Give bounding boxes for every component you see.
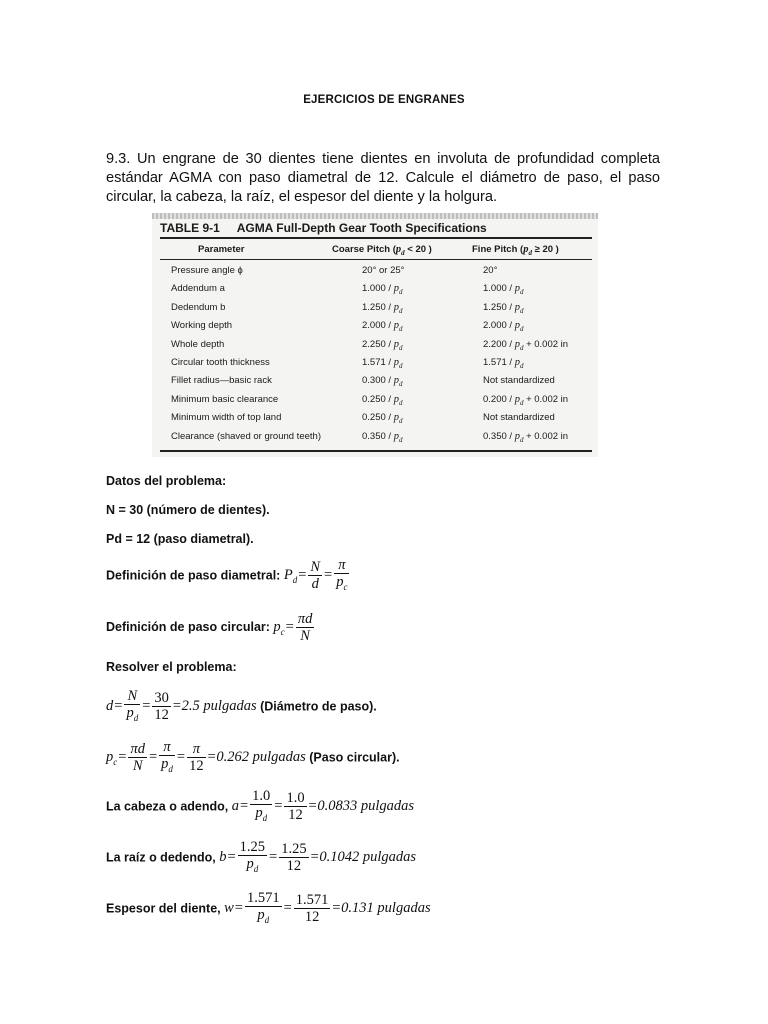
eq-circular-pitch: $p_c=$ $\frac{\pi d}{N}$ = $\frac{\pi}{p_d}$ = $\frac{\pi}{12}$ =0.262 pulgadas (Paso circular). xyxy=(106,739,400,775)
header-fine-pitch: Fine Pitch ($p_d \ge 20$ ) xyxy=(472,244,559,258)
table-row xyxy=(152,431,598,449)
table-cell-parameter: Minimum basic clearance xyxy=(171,393,279,405)
pc-result: =0.262 pulgadas xyxy=(206,749,306,766)
table-row xyxy=(152,339,598,357)
table-bottom-rule xyxy=(160,450,592,452)
d-result: =2.5 pulgadas xyxy=(171,698,257,715)
table-cell-fine: $0.200 / p_d + 0.002$ in xyxy=(483,393,569,407)
dedendum-label: La raíz o dedendo, xyxy=(106,850,220,865)
def-diametral-label: Definición de paso diametral: xyxy=(106,568,284,583)
table-cell-coarse: $2.250 / p_d$ xyxy=(362,338,403,352)
table-cell-coarse: 20° or 25° xyxy=(362,265,405,276)
table-cell-fine: $1.000 / p_d$ xyxy=(483,283,524,297)
b-result: =0.1042 pulgadas xyxy=(309,849,417,866)
table-cell-coarse: $1.250 / p_d$ xyxy=(362,301,403,315)
table-cell-coarse: $1.000 / p_d$ xyxy=(362,283,403,297)
table-cell-fine: Not standardized xyxy=(483,375,555,387)
solve-heading: Resolver el problema: xyxy=(106,660,237,674)
table-cell-coarse: $0.300 / p_d$ xyxy=(362,375,403,389)
header-coarse-suffix: < 20 ) xyxy=(404,244,432,255)
table-row xyxy=(152,357,598,375)
header-parameter: Parameter xyxy=(198,244,245,255)
table-row xyxy=(152,412,598,430)
header-coarse-pitch: Coarse Pitch ($p_d < 20$ ) xyxy=(332,244,432,258)
table-header-rule xyxy=(160,259,592,260)
given-n: N = 30 (número de dientes). xyxy=(106,503,270,517)
table-cell-coarse: $1.571 / p_d$ xyxy=(362,357,403,371)
table-cell-fine: Not standardized xyxy=(483,412,555,424)
def-diametral-formula: $P_d=$ $\frac{N}{d}$ = $\frac{\pi}{p_c}$ xyxy=(283,557,348,593)
table-cell-fine: $1.250 / p_d$ xyxy=(483,301,524,315)
given-heading: Datos del problema: xyxy=(106,474,227,488)
table-caption xyxy=(160,221,487,235)
table-cell-coarse: $0.350 / p_d$ xyxy=(362,430,403,444)
w-result: =0.131 pulgadas xyxy=(331,900,431,917)
scan-band xyxy=(152,213,598,219)
table-cell-parameter: Addendum a xyxy=(171,283,225,295)
table-row xyxy=(152,320,598,338)
addendum-label: La cabeza o adendo, xyxy=(106,799,232,814)
document-title: EJERCICIOS DE ENGRANES xyxy=(303,94,465,106)
table-cell-coarse: $2.000 / p_d$ xyxy=(362,320,403,334)
eq-pitch-diameter: d= $\frac{N}{p_d}$ = $\frac{30}{12}$ =2.5 pulgadas (Diámetro de paso). xyxy=(106,688,377,724)
table-row xyxy=(152,265,598,283)
table-cell-parameter: Pressure angle ϕ xyxy=(171,265,243,276)
table-cell-parameter: Circular tooth thickness xyxy=(171,357,270,368)
table-cell-fine: 20° xyxy=(483,265,498,276)
header-coarse-prefix: Coarse Pitch ( xyxy=(332,244,396,255)
table-cell-parameter: Fillet radius—basic rack xyxy=(171,375,272,387)
eq-tooth-thickness: Espesor del diente, w= $\frac{1.571}{p_d}$ = $\frac{1.571}{12}$ =0.131 pulgadas xyxy=(106,890,431,926)
table-cell-parameter: Clearance (shaved or ground teeth) xyxy=(171,430,321,442)
def-diametral xyxy=(106,557,350,595)
table-cell-fine: $2.000 / p_d$ xyxy=(483,320,524,334)
table-cell-parameter: Working depth xyxy=(171,320,233,332)
def-circular xyxy=(106,611,315,644)
table-cell-coarse: $0.250 / p_d$ xyxy=(362,393,403,407)
table-cell-fine: $2.200 / p_d + 0.002$ in xyxy=(483,338,569,352)
header-fine-suffix: ≥ 20 ) xyxy=(531,244,559,255)
eq-addendum: La cabeza o adendo, a= $\frac{1.0}{p_d}$ = $\frac{1.0}{12}$ =0.0833 pulgadas xyxy=(106,788,415,824)
a-result: =0.0833 pulgadas xyxy=(307,798,415,815)
table-cell-fine: $1.571 / p_d$ xyxy=(483,357,524,371)
table-cell-coarse: $0.250 / p_d$ xyxy=(362,412,403,426)
thickness-label: Espesor del diente, xyxy=(106,901,225,916)
problem-statement: 9.3. Un engrane de 30 dientes tiene dientes en involuta de profundidad completa estándar AGMA con paso diametral de 12. Calcule el diámetro de paso, el paso circular, la cabeza, la raíz, el espesor del diente y la holgura. xyxy=(106,151,660,205)
given-pd: Pd = 12 (paso diametral). xyxy=(106,532,254,546)
table-label: TABLE 9-1 xyxy=(160,221,220,235)
table-cell-fine: $0.350 / p_d + 0.002$ in xyxy=(483,430,569,444)
table-cell-parameter: Minimum width of top land xyxy=(171,412,282,424)
table-title: AGMA Full-Depth Gear Tooth Specifications xyxy=(236,221,487,235)
def-circular-formula: $p_c=$ $\frac{\pi d}{N}$ xyxy=(273,611,313,644)
pc-note: (Paso circular). xyxy=(305,750,400,765)
eq-dedendum: La raíz o dedendo, b= $\frac{1.25}{p_d}$ = $\frac{1.25}{12}$ =0.1042 pulgadas xyxy=(106,839,417,875)
d-note: (Diámetro de paso). xyxy=(256,699,377,714)
gear-spec-table xyxy=(152,213,598,457)
table-cell-parameter: Whole depth xyxy=(171,338,225,350)
table-top-rule xyxy=(160,237,592,239)
def-circular-label: Definición de paso circular: xyxy=(106,619,274,634)
table-row xyxy=(152,375,598,393)
header-fine-prefix: Fine Pitch ( xyxy=(472,244,524,255)
table-row xyxy=(152,394,598,412)
table-row xyxy=(152,283,598,301)
table-cell-parameter: Dedendum b xyxy=(171,301,226,313)
table-row xyxy=(152,302,598,320)
